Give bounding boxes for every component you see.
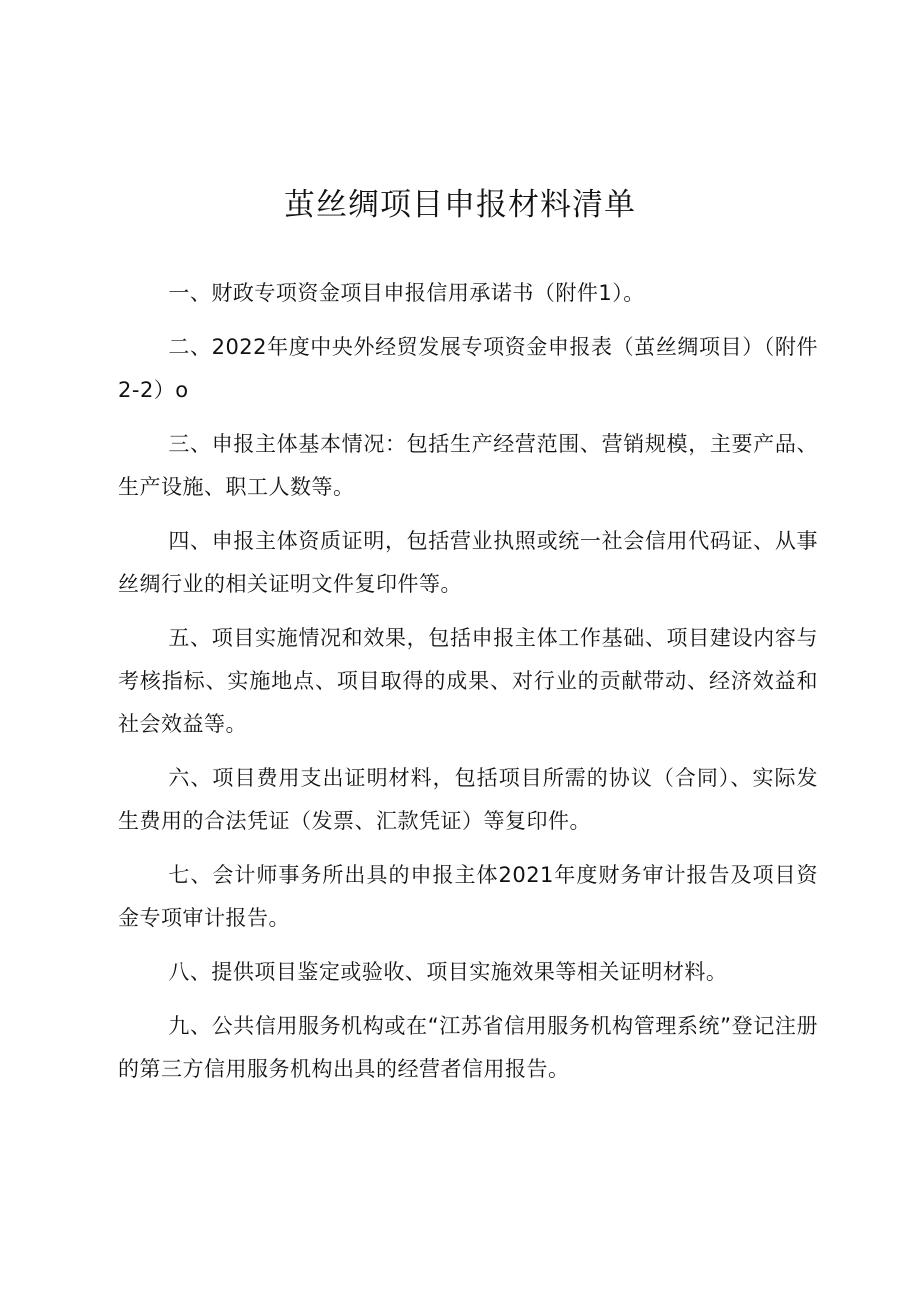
list-item-7: 七、会计师事务所出具的申报主体2021年度财务审计报告及项目资金专项审计报告。 bbox=[118, 863, 818, 930]
list-item-6: 六、项目费用支出证明材料，包括项目所需的协议（合同）、实际发生费用的合法凭证（发票、汇款凭证）等复印件。 bbox=[118, 766, 818, 833]
list-item-4: 四、申报主体资质证明，包括营业执照或统一社会信用代码证、从事丝绸行业的相关证明文件复印件等。 bbox=[118, 529, 818, 596]
list-item-1: 一、财政专项资金项目申报信用承诺书（附件1）。 bbox=[168, 281, 645, 305]
list-item-2: 二、2022年度中央外经贸发展专项资金申报表（茧丝绸项目）（附件2-2）o bbox=[118, 335, 818, 402]
page-title: 茧丝绸项目申报材料清单 bbox=[284, 187, 636, 223]
list-item-3: 三、申报主体基本情况：包括生产经营范围、营销规模，主要产品、生产设施、职工人数等。 bbox=[118, 432, 818, 499]
material-list bbox=[118, 272, 818, 1102]
list-item-9: 九、公共信用服务机构或在“江苏省信用服务机构管理系统”登记注册的第三方信用服务机构出具的经营者信用报告。 bbox=[118, 1014, 818, 1081]
list-item-5: 五、项目实施情况和效果，包括申报主体工作基础、项目建设内容与考核指标、实施地点、项目取得的成果、对行业的贡献带动、经济效益和社会效益等。 bbox=[118, 626, 818, 736]
list-item-8: 八、提供项目鉴定或验收、项目实施效果等相关证明材料。 bbox=[168, 960, 728, 984]
